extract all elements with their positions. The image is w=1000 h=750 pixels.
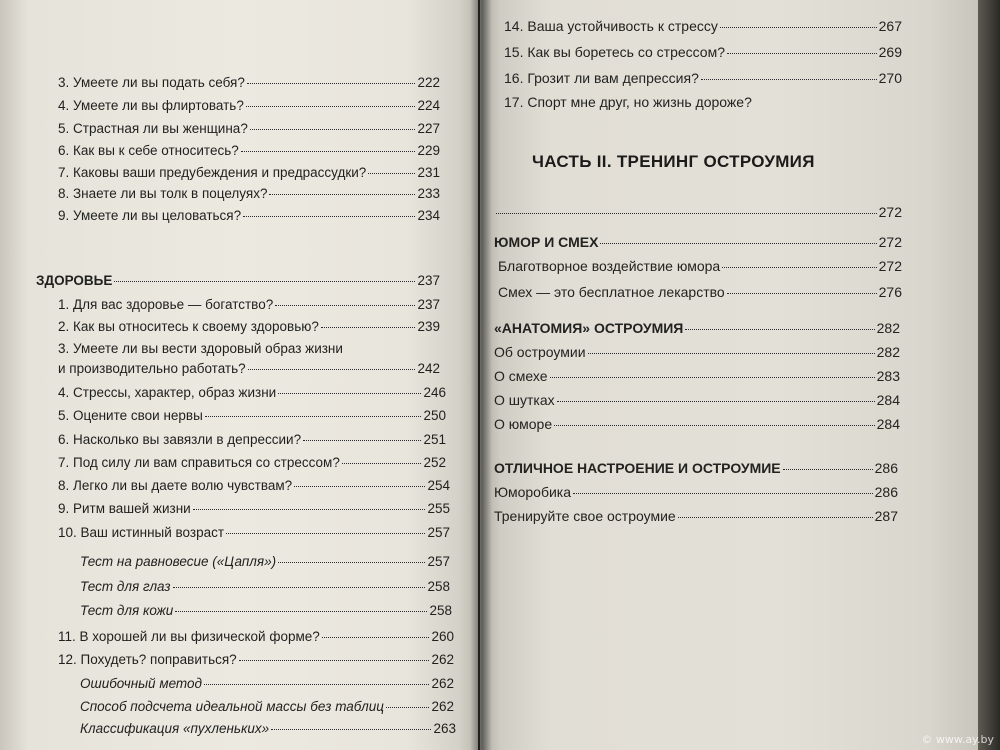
toc-entry-label: Благотворное воздействие юмора	[498, 258, 721, 274]
dot-leader	[701, 78, 877, 80]
toc-page-number: 263	[433, 721, 456, 736]
toc-entry	[504, 70, 902, 87]
toc-entry	[504, 44, 902, 61]
toc-entry	[58, 120, 440, 137]
dot-leader	[193, 508, 426, 510]
dot-leader	[678, 516, 873, 518]
toc-page-number: 258	[427, 579, 450, 594]
toc-entry	[494, 344, 900, 361]
toc-page-number: 251	[423, 432, 446, 447]
toc-entry-label: 15. Как вы боретесь со стрессом?	[504, 44, 726, 60]
toc-page-number: 233	[417, 186, 440, 201]
toc-entry-label: Юморобика	[494, 484, 572, 500]
toc-entry	[58, 318, 440, 335]
toc-entry-label: 4. Умеете ли вы флиртовать?	[58, 98, 244, 113]
toc-page-number: 269	[878, 44, 902, 60]
toc-entry-label: 2. Как вы относитесь к своему здоровью?	[58, 319, 319, 334]
dot-leader	[727, 52, 877, 54]
dot-leader	[278, 392, 421, 394]
toc-entry	[80, 698, 454, 715]
toc-entry-label: Классификация «пухленьких»	[80, 721, 270, 736]
dot-leader	[783, 468, 873, 470]
toc-entry	[494, 234, 902, 251]
toc-entry-label: Способ подсчета идеальной массы без таблиц	[80, 699, 384, 714]
toc-page-number: 262	[431, 676, 454, 691]
dot-leader	[557, 400, 875, 402]
toc-page-number: 234	[417, 208, 440, 223]
toc-entry	[58, 477, 450, 494]
toc-entry-label: Ошибочный метод	[80, 676, 202, 691]
toc-entry	[58, 651, 454, 668]
toc-entry	[504, 94, 804, 111]
dot-leader	[322, 636, 430, 638]
toc-page-number: 267	[878, 18, 902, 34]
toc-entry	[58, 524, 450, 541]
toc-page-number: 242	[417, 361, 440, 376]
toc-entry	[494, 460, 898, 477]
toc-page-number: 287	[874, 508, 898, 524]
toc-entry-label: Об остроумии	[494, 344, 586, 360]
toc-page-number: 239	[417, 319, 440, 334]
toc-entry	[494, 416, 900, 433]
toc-entry-label: 11. В хорошей ли вы физической форме?	[58, 629, 320, 644]
toc-entry-label: «АНАТОМИЯ» ОСТРОУМИЯ	[494, 320, 684, 336]
left-page	[0, 0, 478, 750]
toc-entry-label: Тест для глаз	[80, 579, 171, 594]
toc-entry-label: 4. Стрессы, характер, образ жизни	[58, 385, 277, 400]
toc-entry	[58, 340, 440, 357]
toc-page-number: 272	[878, 258, 902, 274]
toc-page-number: 286	[874, 484, 898, 500]
toc-entry-label: 14. Ваша устойчивость к стрессу	[504, 18, 718, 34]
toc-page-number: 282	[876, 320, 900, 336]
toc-entry-label: 16. Грозит ли вам депрессия?	[504, 70, 699, 86]
dot-leader	[685, 328, 874, 330]
dot-leader	[271, 728, 431, 730]
toc-entry-label: 9. Умеете ли вы целоваться?	[58, 208, 242, 223]
toc-entry	[504, 18, 902, 35]
toc-page-number: 255	[427, 501, 450, 516]
toc-entry-label: 3. Умеете ли вы подать себя?	[58, 75, 245, 90]
part-title: ЧАСТЬ II. ТРЕНИНГ ОСТРОУМИЯ	[532, 152, 815, 171]
toc-entry	[58, 500, 450, 517]
toc-entry-label: и производительно работать?	[58, 361, 246, 376]
toc-page-number: 270	[878, 70, 902, 86]
dot-leader	[275, 304, 415, 306]
toc-page-number: 257	[427, 554, 450, 569]
toc-entry-label: 9. Ритм вашей жизни	[58, 501, 191, 516]
toc-page-number: 282	[876, 344, 900, 360]
toc-entry	[58, 207, 440, 224]
toc-page-number: 237	[417, 297, 440, 312]
page-edge-shadow	[978, 0, 1000, 750]
dot-leader	[554, 424, 875, 426]
toc-entry-label: 10. Ваш истинный возраст	[58, 525, 225, 540]
dot-leader	[239, 659, 430, 661]
toc-page-number: 231	[417, 165, 440, 180]
dot-leader	[321, 326, 416, 328]
dot-leader	[241, 150, 416, 152]
toc-entry	[58, 74, 440, 91]
toc-entry	[58, 407, 446, 424]
toc-entry	[494, 368, 900, 385]
toc-page-number: 286	[874, 460, 898, 476]
toc-page-number: 227	[417, 121, 440, 136]
dot-leader	[204, 683, 429, 685]
toc-page-number: 276	[878, 284, 902, 300]
toc-page-number: 254	[427, 478, 450, 493]
toc-entry	[58, 431, 446, 448]
dot-leader	[386, 706, 430, 708]
toc-entry-label: 7. Под силу ли вам справиться со стрессом?	[58, 455, 340, 470]
toc-page-number: 262	[431, 699, 454, 714]
dot-leader	[720, 26, 877, 28]
toc-entry-label: ЮМОР И СМЕХ	[494, 234, 599, 250]
toc-entry	[494, 392, 900, 409]
toc-entry	[498, 258, 902, 275]
toc-entry-label: 12. Похудеть? поправиться?	[58, 652, 237, 667]
toc-entry	[498, 284, 902, 301]
toc-entry	[58, 97, 440, 114]
toc-entry	[80, 578, 450, 595]
dot-leader	[727, 292, 877, 294]
toc-entry	[58, 142, 440, 159]
right-page	[480, 0, 978, 750]
toc-entry-label: 3. Умеете ли вы вести здоровый образ жизни	[58, 341, 343, 356]
dot-leader	[248, 368, 416, 370]
dot-leader	[175, 610, 427, 612]
dot-leader	[600, 242, 876, 244]
toc-page-number: 284	[876, 416, 900, 432]
dot-leader	[243, 215, 415, 217]
toc-entry-label: 8. Легко ли вы даете волю чувствам?	[58, 478, 293, 493]
dot-leader	[303, 439, 421, 441]
toc-entry-label: ОТЛИЧНОЕ НАСТРОЕНИЕ И ОСТРОУМИЕ	[494, 460, 781, 476]
toc-entry	[494, 508, 898, 525]
dot-leader	[278, 561, 425, 563]
toc-entry-label: 7. Каковы ваши предубеждения и предрассудки?	[58, 165, 367, 180]
toc-entry-label: 5. Оцените свои нервы	[58, 408, 203, 423]
toc-entry-label: 8. Знаете ли вы толк в поцелуях?	[58, 186, 268, 201]
toc-entry	[58, 384, 446, 401]
toc-page-number: 272	[878, 204, 902, 220]
dot-leader	[722, 266, 876, 268]
dot-leader	[173, 586, 426, 588]
dot-leader	[342, 462, 422, 464]
toc-page-number: 284	[876, 392, 900, 408]
toc-entry-label: О юморе	[494, 416, 553, 432]
watermark: © www.ay.by	[921, 733, 994, 746]
toc-entry-label: Смех — это бесплатное лекарство	[498, 284, 725, 300]
book-gutter-shadow	[470, 0, 492, 750]
toc-page-number: 258	[429, 603, 452, 618]
toc-entry-label: О шутках	[494, 392, 555, 408]
toc-page-number: 237	[417, 273, 440, 288]
toc-entry	[80, 675, 454, 692]
toc-entry-label: 17. Спорт мне друг, но жизнь дороже?	[504, 94, 752, 110]
toc-page-number: 250	[423, 408, 446, 423]
toc-entry-label: 1. Для вас здоровье — богатство?	[58, 297, 274, 312]
toc-page-number: 224	[417, 98, 440, 113]
toc-entry-label: 5. Страстная ли вы женщина?	[58, 121, 248, 136]
dot-leader	[226, 532, 425, 534]
dot-leader	[588, 352, 875, 354]
dot-leader	[496, 212, 877, 214]
dot-leader	[269, 193, 415, 195]
toc-page-number: 283	[876, 368, 900, 384]
toc-entry-label: Тренируйте свое остроумие	[494, 508, 676, 524]
dot-leader	[550, 376, 875, 378]
toc-page-number: 252	[423, 455, 446, 470]
toc-entry-label: 6. Насколько вы завязли в депрессии?	[58, 432, 302, 447]
toc-entry	[58, 185, 440, 202]
toc-entry	[494, 320, 900, 337]
toc-entry-label: 6. Как вы к себе относитесь?	[58, 143, 239, 158]
toc-page-number: 257	[427, 525, 450, 540]
dot-leader	[294, 485, 425, 487]
toc-entry	[494, 484, 898, 501]
dot-leader	[205, 415, 422, 417]
toc-page-number: 272	[878, 234, 902, 250]
toc-page-number: 262	[431, 652, 454, 667]
toc-page-number: 222	[417, 75, 440, 90]
toc-entry	[58, 360, 440, 377]
dot-leader	[114, 280, 415, 282]
dot-leader	[573, 492, 873, 494]
toc-entry	[58, 164, 440, 181]
dot-leader	[246, 105, 416, 107]
toc-entry	[58, 296, 440, 313]
toc-page-number: 246	[423, 385, 446, 400]
toc-entry-label: О смехе	[494, 368, 548, 384]
toc-page-number: 260	[431, 629, 454, 644]
toc-entry	[58, 628, 454, 645]
toc-page-number: 229	[417, 143, 440, 158]
toc-entry	[80, 553, 450, 570]
part-page-entry	[494, 204, 902, 221]
dot-leader	[247, 82, 416, 84]
toc-entry	[80, 720, 456, 737]
toc-entry	[58, 454, 446, 471]
toc-entry-label: Тест на равновесие («Цапля»)	[80, 554, 277, 569]
dot-leader	[250, 128, 416, 130]
toc-entry	[80, 602, 452, 619]
dot-leader	[368, 172, 415, 174]
toc-entry-label: ЗДОРОВЬЕ	[36, 273, 113, 288]
toc-entry	[36, 272, 440, 289]
toc-entry-label: Тест для кожи	[80, 603, 174, 618]
